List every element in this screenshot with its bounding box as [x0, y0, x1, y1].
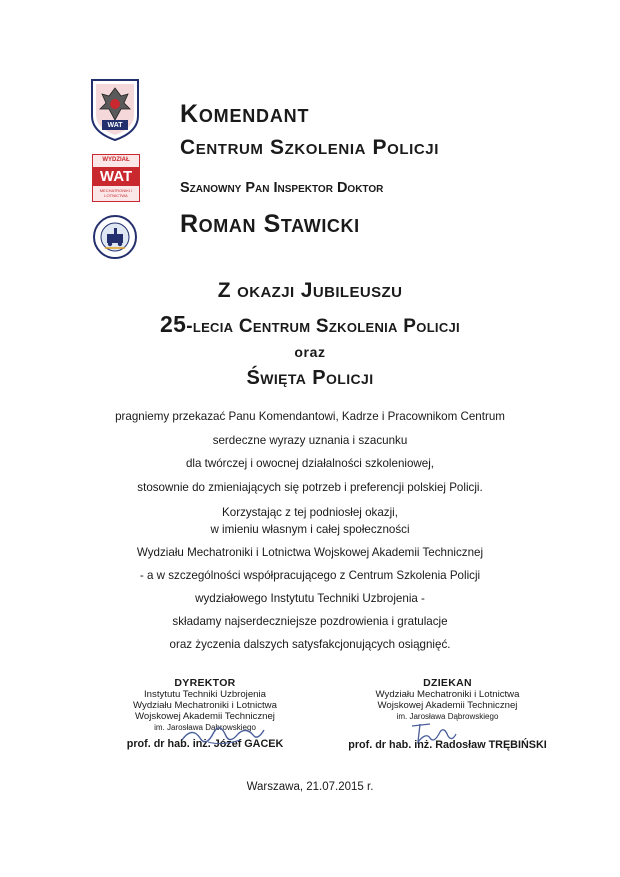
body-line: wydziałowego Instytutu Techniki Uzbrojenia -: [195, 592, 425, 605]
dean-name: prof. dr hab. inż. Radosław TRĘBIŃSKI: [348, 739, 547, 751]
dean-line: im. Jarosława Dąbrowskiego: [396, 712, 499, 721]
body-line: serdeczne wyrazy uznania i szacunku: [212, 434, 408, 447]
occasion-line-1: Z okazji Jubileuszu: [217, 279, 403, 302]
body-line: Wydziału Mechatroniki i Lotnictwa Wojskowej Akademii Technicznej: [136, 546, 484, 559]
body-line: pragniemy przekazać Panu Komendantowi, Kadrze i Pracownikom Centrum: [115, 410, 505, 423]
body-line: w imieniu własnym i całej społeczności: [210, 523, 410, 536]
body-line: stosownie do zmieniających się potrzeb i preferencji polskiej Policji.: [137, 481, 483, 494]
wat-emblem-logo: [88, 76, 142, 142]
director-name: prof. dr hab. inż. Józef GACEK: [126, 738, 284, 750]
body-line: dla twórczej i owocnej działalności szkoleniowej,: [185, 457, 435, 470]
body-paragraph-2: [0, 506, 620, 661]
director-line: Instytutu Techniki Uzbrojenia: [144, 689, 266, 700]
addressee-name: Roman Stawicki: [180, 210, 360, 238]
anniversary-text: -lecia Centrum Szkolenia Policji: [186, 316, 460, 337]
director-line: Wojskowej Akademii Technicznej: [135, 711, 275, 722]
anniversary-number: 25: [160, 311, 187, 337]
body-line: Korzystając z tej podniosłej okazji,: [222, 506, 398, 519]
occasion-line-3: oraz: [294, 344, 326, 360]
institute-round-logo: [92, 214, 138, 260]
director-title: DYREKTOR: [174, 677, 236, 689]
body-paragraph-1: [0, 410, 620, 505]
body-line: - a w szczególności współpracującego z Centrum Szkolenia Policji: [139, 569, 481, 582]
salutation: Szanowny Pan Inspektor Doktor: [180, 180, 384, 196]
faculty-logo-main-text: WAT: [93, 167, 139, 186]
faculty-wat-logo: [92, 154, 140, 202]
occasion-line-2: [0, 311, 620, 338]
occasion-line-4: Święta Policji: [246, 367, 374, 389]
faculty-logo-bottom-text: MECHATRONIKI I LOTNICTWA: [99, 188, 133, 198]
director-line: Wydziału Mechatroniki i Lotnictwa: [133, 700, 277, 711]
faculty-logo-top-text: WYDZIAŁ: [102, 157, 130, 163]
dean-line: Wydziału Mechatroniki i Lotnictwa: [375, 689, 520, 700]
place-and-date: Warszawa, 21.07.2015 r.: [246, 781, 374, 793]
dean-line: Wojskowej Akademii Technicznej: [377, 700, 518, 711]
director-line: im. Jarosława Dąbrowskiego: [154, 723, 256, 732]
body-line: składamy najserdeczniejsze pozdrowienia i gratulacje: [172, 615, 448, 628]
addressee-institution: Centrum Szkolenia Policji: [180, 136, 440, 159]
wat-badge-text: WAT: [107, 122, 123, 129]
dean-title: DZIEKAN: [423, 677, 472, 689]
body-line: oraz życzenia dalszych satysfakcjonujących osiągnięć.: [169, 638, 451, 651]
addressee-title: Komendant: [180, 100, 310, 128]
handwritten-signature-right: [408, 718, 458, 746]
handwritten-signature-left: [178, 718, 268, 752]
